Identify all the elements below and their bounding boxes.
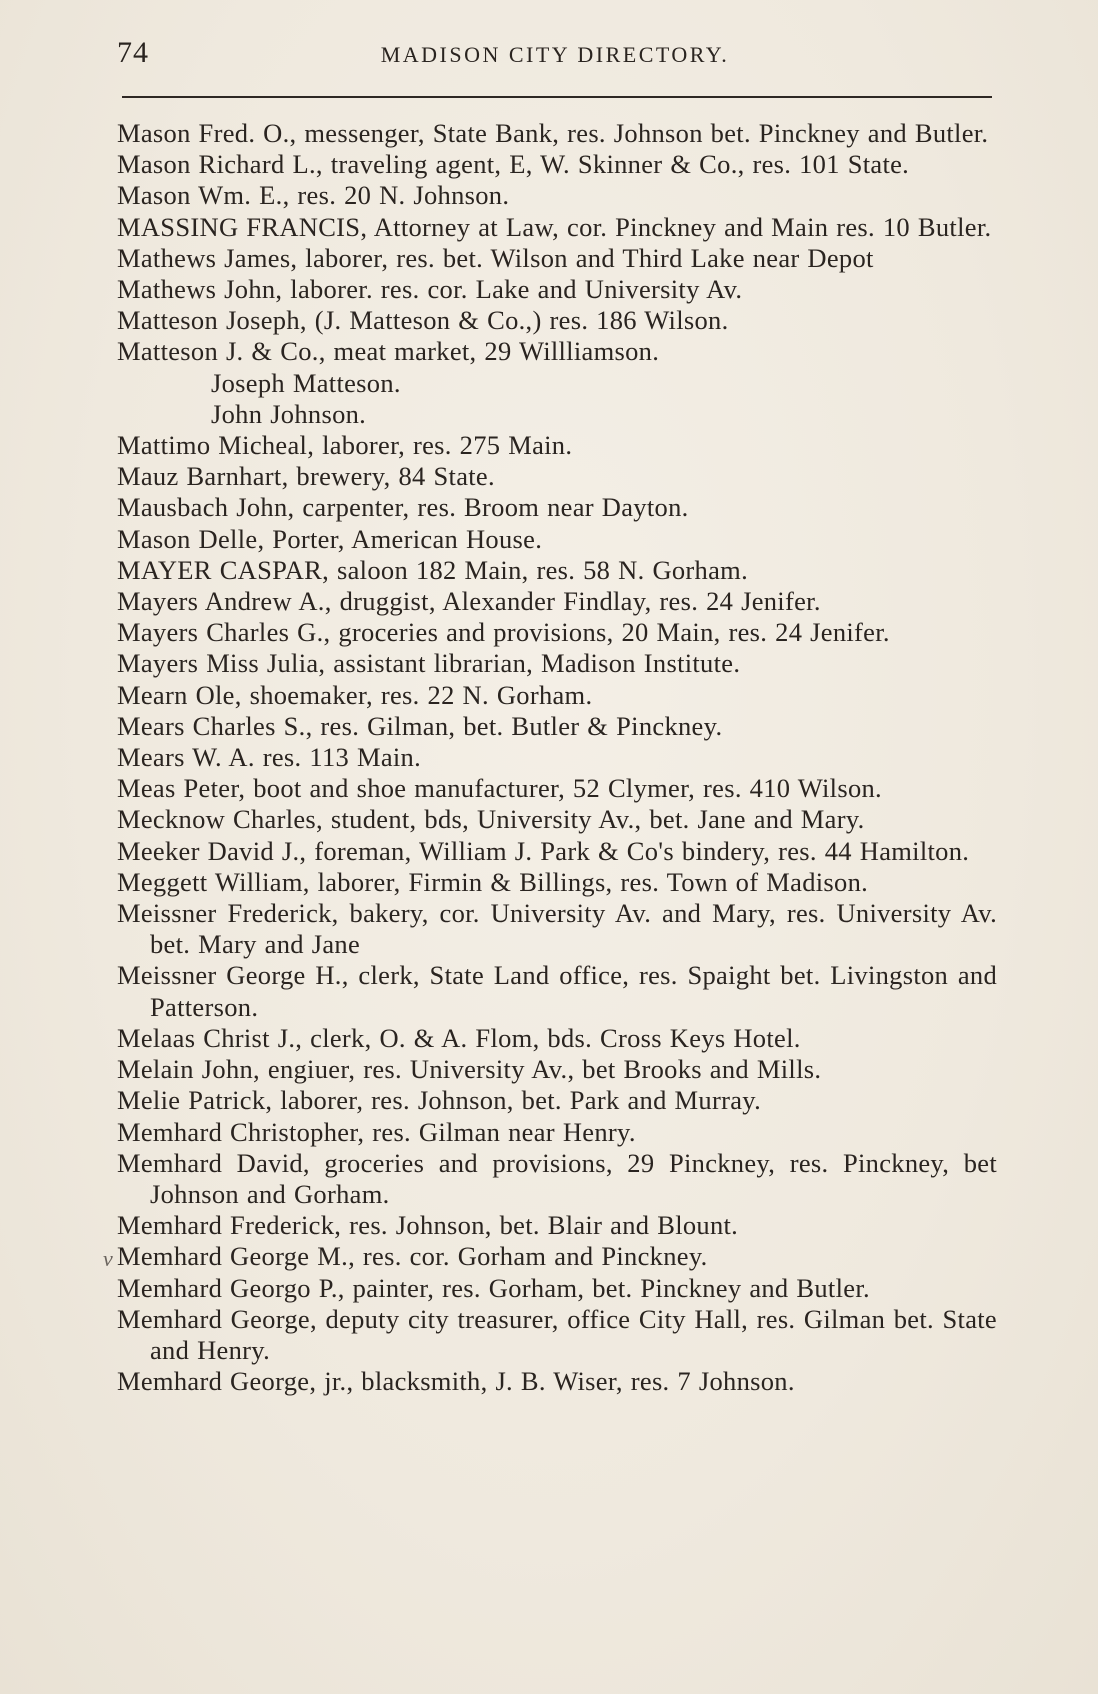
directory-entry xyxy=(117,430,997,461)
entry-text: Mathews James, laborer, res. bet. Wilson and Third Lake near Depot xyxy=(117,242,874,273)
directory-entry xyxy=(117,867,997,898)
entry-text: Memhard George, jr., blacksmith, J. B. Wiser, res. 7 Johnson. xyxy=(117,1366,795,1397)
directory-entry xyxy=(117,180,997,211)
running-title: MADISON CITY DIRECTORY. xyxy=(380,42,730,67)
directory-entry xyxy=(103,1241,997,1272)
entry-text: Memhard Frederick, res. Johnson, bet. Blair and Blount. xyxy=(117,1210,739,1241)
entry-text: Mausbach John, carpenter, res. Broom near Dayton. xyxy=(117,492,689,523)
header-rule xyxy=(122,96,992,98)
entry-text: Mathews John, laborer. res. cor. Lake and University Av. xyxy=(117,274,743,305)
entry-text: Matteson J. & Co., meat market, 29 Willliamson. xyxy=(117,336,660,367)
entry-text: Mason Wm. E., res. 20 N. Johnson. xyxy=(117,180,510,211)
directory-entry xyxy=(117,1117,997,1148)
directory-entry xyxy=(117,742,997,773)
directory-entry xyxy=(117,1366,997,1397)
entry-text: Mecknow Charles, student, bds, University Av., bet. Jane and Mary. xyxy=(117,804,865,835)
entry-text: Mauz Barnhart, brewery, 84 State. xyxy=(117,461,495,492)
entry-text: Mayers Charles G., groceries and provisions, 20 Main, res. 24 Jenifer. xyxy=(117,617,890,648)
entry-text: Meggett William, laborer, Firmin & Billings, res. Town of Madison. xyxy=(117,866,869,897)
directory-entry xyxy=(117,1304,997,1366)
entry-text: Mason Fred. O., messenger, State Bank, res. Johnson bet. Pinckney and Butler. xyxy=(117,118,989,148)
directory-entry xyxy=(117,711,997,742)
entry-text: Meeker David J., foreman, William J. Park & Co's bindery, res. 44 Hamilton. xyxy=(117,835,970,866)
directory-entry xyxy=(117,1148,997,1210)
directory-entry xyxy=(117,836,997,867)
directory-entry xyxy=(117,492,997,523)
directory-entry xyxy=(117,1054,997,1085)
directory-entry xyxy=(117,1210,997,1241)
directory-entry xyxy=(117,461,997,492)
entry-text: Joseph Matteson. xyxy=(211,367,401,398)
entry-text: Mattimo Micheal, laborer, res. 275 Main. xyxy=(117,430,573,461)
entry-text: Memhard Christopher, res. Gilman near Henry. xyxy=(117,1116,636,1147)
directory-entry xyxy=(117,212,997,243)
directory-entry xyxy=(117,773,997,804)
directory-entry xyxy=(117,648,997,679)
directory-entry xyxy=(117,1273,997,1304)
entry-text: Meissner Frederick, bakery, cor. University Av. and Mary, res. University Av. bet. Mary and Jane xyxy=(117,898,997,960)
entry-text: Melie Patrick, laborer, res. Johnson, bet. Park and Murray. xyxy=(117,1085,762,1116)
directory-entry xyxy=(117,960,997,1022)
directory-entry xyxy=(117,149,997,180)
entry-text: MAYER CASPAR, saloon 182 Main, res. 58 N. Gorham. xyxy=(117,554,749,585)
page-number: 74 xyxy=(117,36,149,69)
entry-text: Melaas Christ J., clerk, O. & A. Flom, bds. Cross Keys Hotel. xyxy=(117,1022,801,1053)
directory-entries xyxy=(103,118,997,1397)
entry-text: Meissner George H., clerk, State Land office, res. Spaight bet. Livingston and Patterson. xyxy=(117,960,997,1022)
directory-entry xyxy=(117,1023,997,1054)
entry-text: Mears Charles S., res. Gilman, bet. Butler & Pinckney. xyxy=(117,710,723,741)
directory-subentry xyxy=(117,368,997,399)
directory-entry xyxy=(117,586,997,617)
entry-text: Mayers Miss Julia, assistant librarian, Madison Institute. xyxy=(117,648,741,679)
entry-text: Mearn Ole, shoemaker, res. 22 N. Gorham. xyxy=(117,679,593,710)
entry-text: John Johnson. xyxy=(211,398,367,429)
directory-entry xyxy=(117,898,997,960)
directory-subentry xyxy=(117,399,997,430)
directory-entry xyxy=(117,1085,997,1116)
directory-entry xyxy=(117,617,997,648)
entry-text: Mason Richard L., traveling agent, E, W. Skinner & Co., res. 101 State. xyxy=(117,149,910,180)
entry-text: Mason Delle, Porter, American House. xyxy=(117,523,543,554)
entry-text: Memhard George, deputy city treasurer, office City Hall, res. Gilman bet. State and Henry. xyxy=(117,1303,997,1365)
entry-text: Matteson Joseph, (J. Matteson & Co.,) res. 186 Wilson. xyxy=(117,305,729,336)
entry-text: Memhard David, groceries and provisions, 29 Pinckney, res. Pinckney, bet Johnson and Gorham. xyxy=(117,1147,997,1209)
entry-text: Mears W. A. res. 113 Main. xyxy=(117,742,422,773)
page-header xyxy=(117,36,993,76)
entry-text: Melain John, engiuer, res. University Av., bet Brooks and Mills. xyxy=(117,1054,822,1085)
margin-check-mark: v xyxy=(103,1246,114,1272)
directory-entry xyxy=(117,118,997,149)
entry-text: MASSING FRANCIS, Attorney at Law, cor. Pinckney and Main res. 10 Butler. xyxy=(117,211,992,242)
entry-text: Meas Peter, boot and shoe manufacturer, 52 Clymer, res. 410 Wilson. xyxy=(117,773,882,804)
directory-entry xyxy=(117,243,997,274)
entry-text: Memhard George M., res. cor. Gorham and Pinckney. xyxy=(117,1241,708,1272)
directory-entry xyxy=(117,804,997,835)
directory-entry xyxy=(117,524,997,555)
directory-entry xyxy=(117,555,997,586)
directory-entry xyxy=(117,305,997,336)
directory-entry xyxy=(117,274,997,305)
entry-text: Mayers Andrew A., druggist, Alexander Findlay, res. 24 Jenifer. xyxy=(117,586,821,617)
directory-entry xyxy=(117,336,997,367)
directory-entry xyxy=(117,680,997,711)
entry-text: Memhard Georgo P., painter, res. Gorham, bet. Pinckney and Butler. xyxy=(117,1272,870,1303)
